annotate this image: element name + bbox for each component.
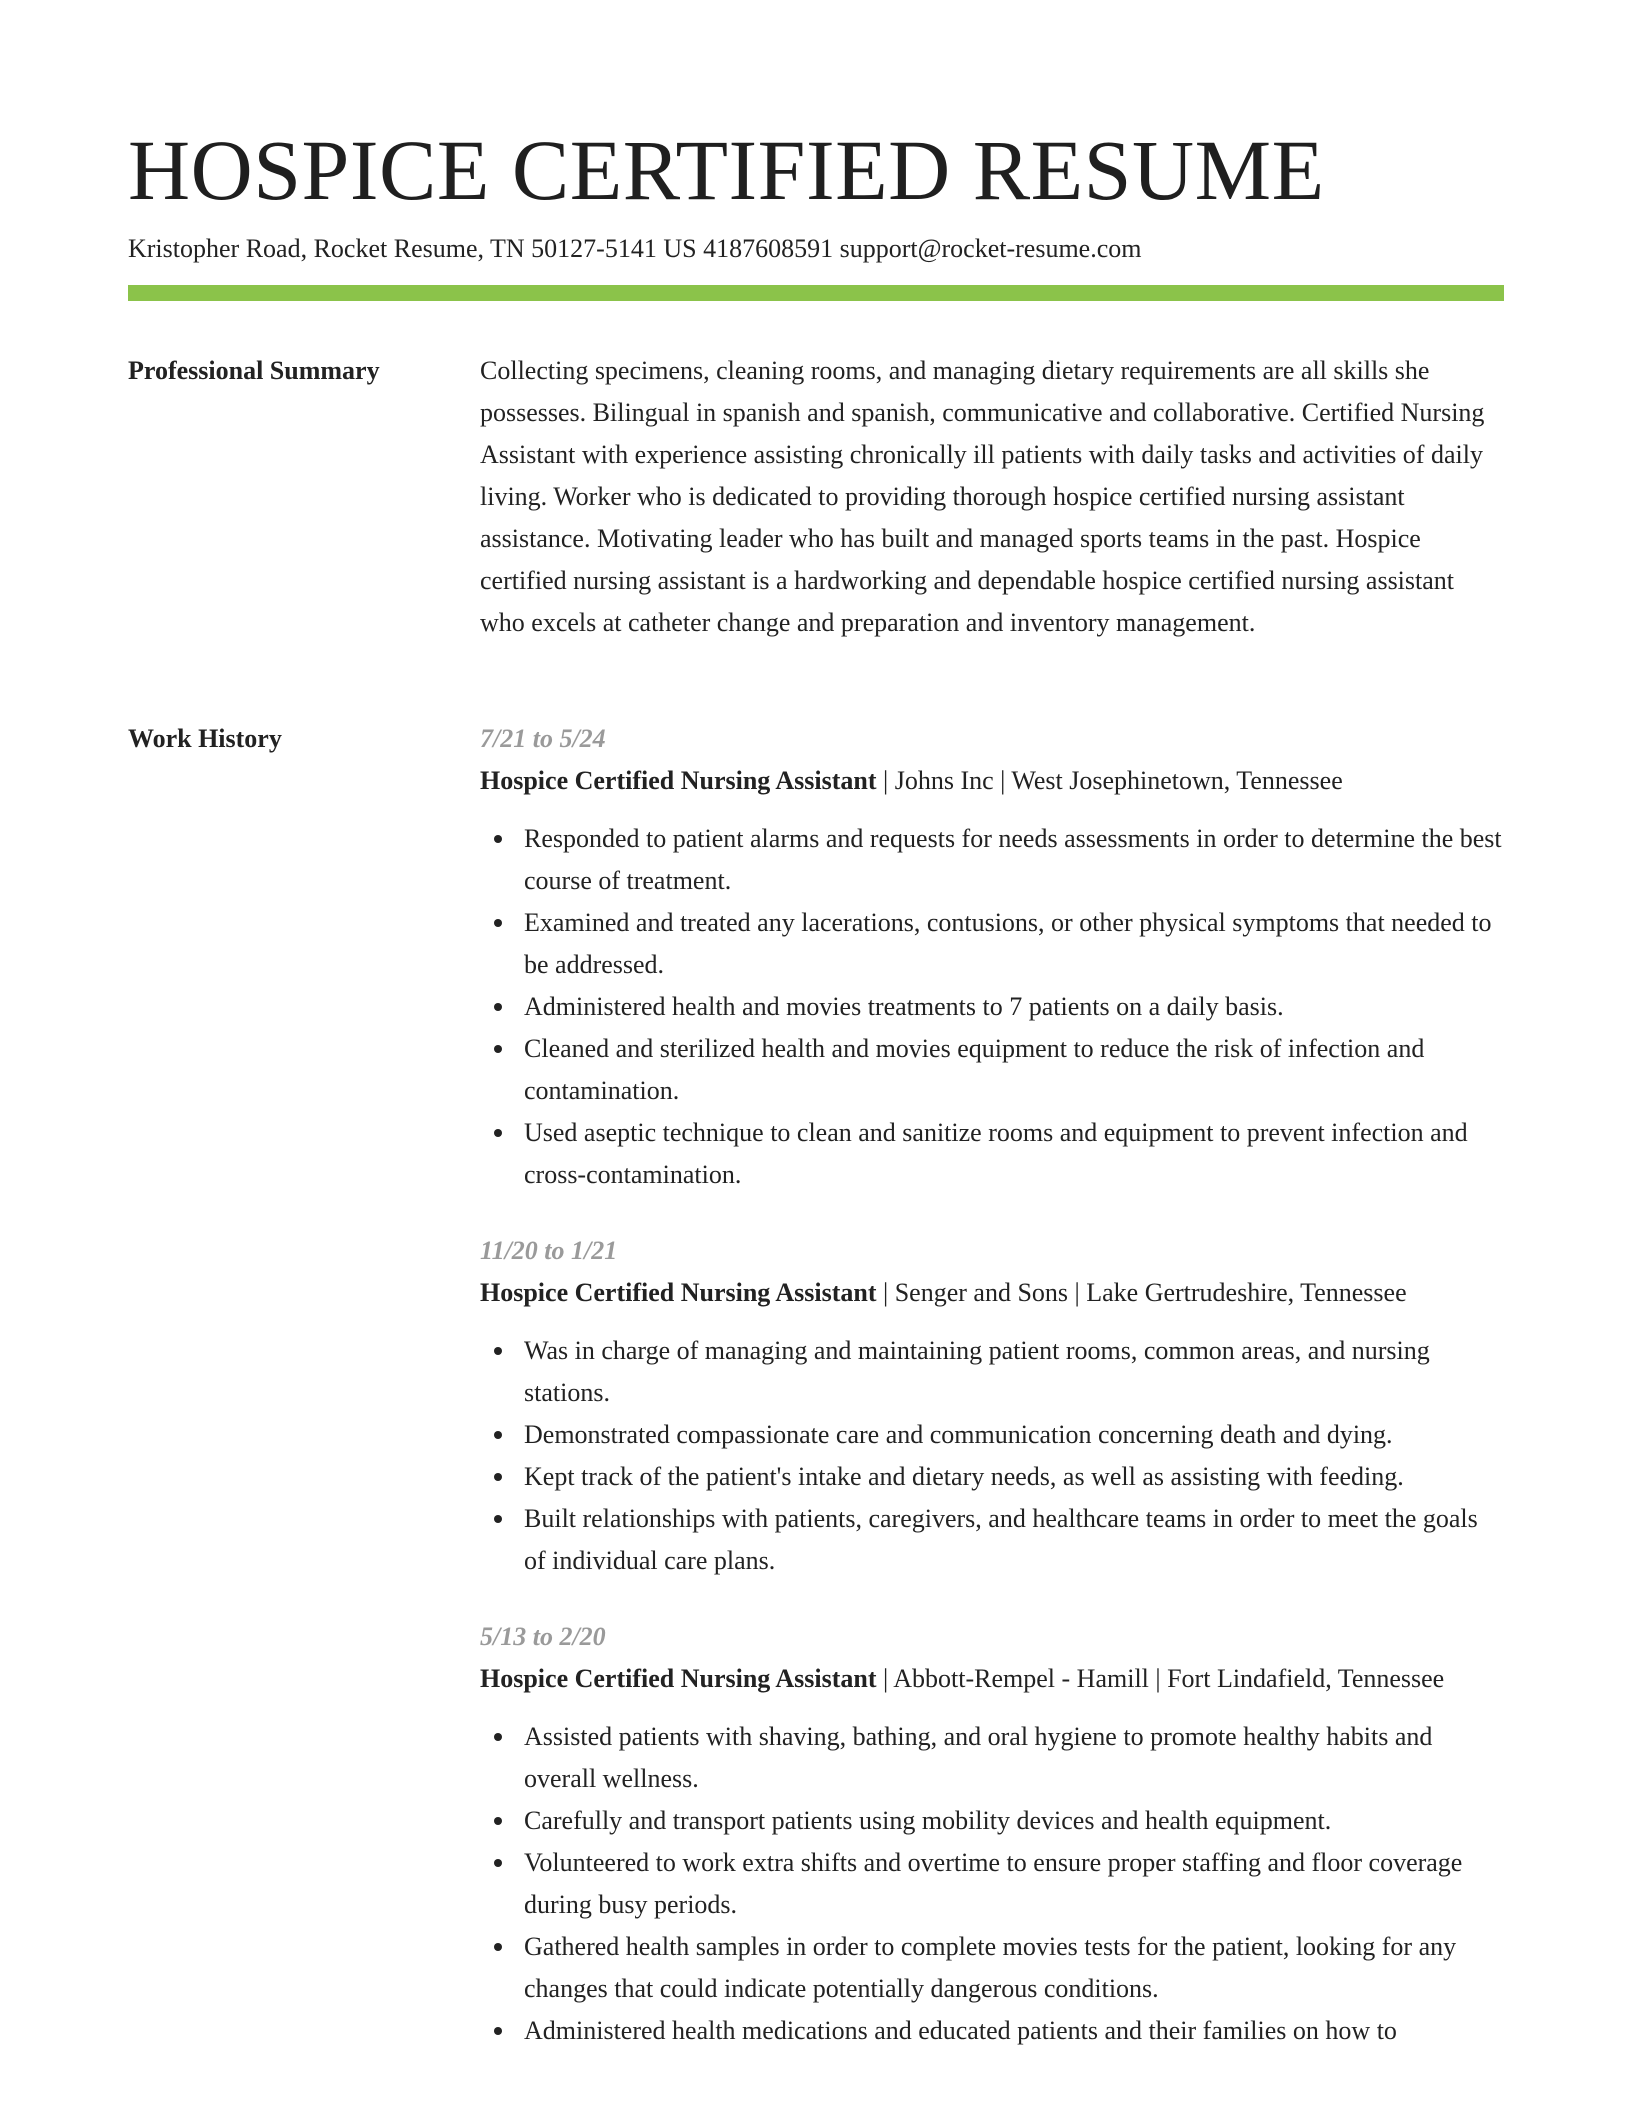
job-bullet bbox=[524, 1456, 1504, 1498]
job-bullet-text: Volunteered to work extra shifts and overtime to ensure proper staffing and floor coverage during busy periods. bbox=[524, 1848, 1463, 1919]
job-bullet-list bbox=[480, 1330, 1504, 1582]
job-bullet bbox=[524, 1498, 1504, 1582]
bullet-dot-icon bbox=[494, 1473, 502, 1481]
job-bullet-text: Examined and treated any lacerations, contusions, or other physical symptoms that needed to be addressed. bbox=[524, 908, 1492, 979]
section-label-work-history: Work History bbox=[128, 724, 282, 753]
job-bullet bbox=[524, 2010, 1504, 2052]
job-heading bbox=[480, 760, 1504, 802]
bullet-dot-icon bbox=[494, 1817, 502, 1825]
bullet-dot-icon bbox=[494, 1347, 502, 1355]
job-bullet bbox=[524, 1112, 1504, 1196]
job-entry bbox=[480, 718, 1504, 1196]
job-bullet bbox=[524, 1330, 1504, 1414]
job-company-location: | Senger and Sons | Lake Gertrudeshire, Tennessee bbox=[876, 1278, 1407, 1307]
job-bullet-text: Gathered health samples in order to complete movies tests for the patient, looking for any changes that could indicate potentially dangerous conditions. bbox=[524, 1932, 1457, 2003]
job-entry bbox=[480, 1230, 1504, 1582]
job-dates: 11/20 to 1/21 bbox=[480, 1236, 618, 1265]
bullet-dot-icon bbox=[494, 919, 502, 927]
job-bullet bbox=[524, 902, 1504, 986]
bullet-dot-icon bbox=[494, 1859, 502, 1867]
job-bullet bbox=[524, 818, 1504, 902]
bullet-dot-icon bbox=[494, 1129, 502, 1137]
job-company-location: | Johns Inc | West Josephinetown, Tennessee bbox=[876, 766, 1343, 795]
job-entry bbox=[480, 1616, 1504, 2052]
job-bullet-text: Assisted patients with shaving, bathing, and oral hygiene to promote healthy habits and overall wellness. bbox=[524, 1722, 1433, 1793]
bullet-dot-icon bbox=[494, 1943, 502, 1951]
job-bullet bbox=[524, 1716, 1504, 1800]
summary-text: Collecting specimens, cleaning rooms, and managing dietary requirements are all skills she possesses. Bilingual in spanish and spanish, communicative and collaborative. Certified Nursing Assistant with experience assisting chronically ill patients with daily tasks and activities of daily living. Worker who is dedicated to providing thorough hospice certified nursing assistant assistance. Motivating leader who has built and managed sports teams in the past. Hospice certified nursing assistant is a hardworking and dependable hospice certified nursing assistant who excels at catheter change and preparation and inventory management. bbox=[480, 356, 1485, 637]
bullet-dot-icon bbox=[494, 1733, 502, 1741]
work-history-entries bbox=[480, 718, 1504, 2086]
contact-info: Kristopher Road, Rocket Resume, TN 50127-5141 US 4187608591 support@rocket-resume.com bbox=[128, 234, 1142, 263]
bullet-dot-icon bbox=[494, 1045, 502, 1053]
job-dates: 7/21 to 5/24 bbox=[480, 724, 606, 753]
job-bullet-text: Cleaned and sterilized health and movies equipment to reduce the risk of infection and contamination. bbox=[524, 1034, 1425, 1105]
section-label-professional-summary: Professional Summary bbox=[128, 356, 380, 385]
job-heading bbox=[480, 1658, 1504, 1700]
bullet-dot-icon bbox=[494, 1515, 502, 1523]
job-bullet-list bbox=[480, 1716, 1504, 2052]
job-bullet-text: Used aseptic technique to clean and sanitize rooms and equipment to prevent infection and cross-contamination. bbox=[524, 1118, 1468, 1189]
bullet-dot-icon bbox=[494, 1003, 502, 1011]
job-bullet bbox=[524, 1842, 1504, 1926]
job-bullet bbox=[524, 986, 1504, 1028]
job-bullet bbox=[524, 1800, 1504, 1842]
job-bullet bbox=[524, 1926, 1504, 2010]
bullet-dot-icon bbox=[494, 2027, 502, 2035]
job-heading bbox=[480, 1272, 1504, 1314]
job-bullet-text: Carefully and transport patients using mobility devices and health equipment. bbox=[524, 1806, 1332, 1835]
job-bullet-text: Responded to patient alarms and requests for needs assessments in order to determine the best course of treatment. bbox=[524, 824, 1502, 895]
job-bullet-text: Built relationships with patients, caregivers, and healthcare teams in order to meet the goals of individual care plans. bbox=[524, 1504, 1478, 1575]
job-company-location: | Abbott-Rempel - Hamill | Fort Lindafield, Tennessee bbox=[876, 1664, 1445, 1693]
job-title: Hospice Certified Nursing Assistant bbox=[480, 1664, 877, 1693]
job-title: Hospice Certified Nursing Assistant bbox=[480, 1278, 877, 1307]
job-bullet bbox=[524, 1414, 1504, 1456]
job-bullet-text: Was in charge of managing and maintaining patient rooms, common areas, and nursing stations. bbox=[524, 1336, 1430, 1407]
job-dates: 5/13 to 2/20 bbox=[480, 1622, 606, 1651]
job-bullet-list bbox=[480, 818, 1504, 1196]
job-title: Hospice Certified Nursing Assistant bbox=[480, 766, 877, 795]
resume-title: HOSPICE CERTIFIED RESUME bbox=[128, 122, 1325, 218]
job-bullet-text: Administered health medications and educated patients and their families on how to bbox=[524, 2016, 1397, 2045]
summary-body bbox=[480, 350, 1504, 644]
job-bullet-text: Kept track of the patient's intake and dietary needs, as well as assisting with feeding. bbox=[524, 1462, 1404, 1491]
job-bullet bbox=[524, 1028, 1504, 1112]
accent-divider bbox=[128, 285, 1504, 301]
bullet-dot-icon bbox=[494, 1431, 502, 1439]
job-bullet-text: Administered health and movies treatments to 7 patients on a daily basis. bbox=[524, 992, 1284, 1021]
bullet-dot-icon bbox=[494, 835, 502, 843]
job-bullet-text: Demonstrated compassionate care and communication concerning death and dying. bbox=[524, 1420, 1393, 1449]
